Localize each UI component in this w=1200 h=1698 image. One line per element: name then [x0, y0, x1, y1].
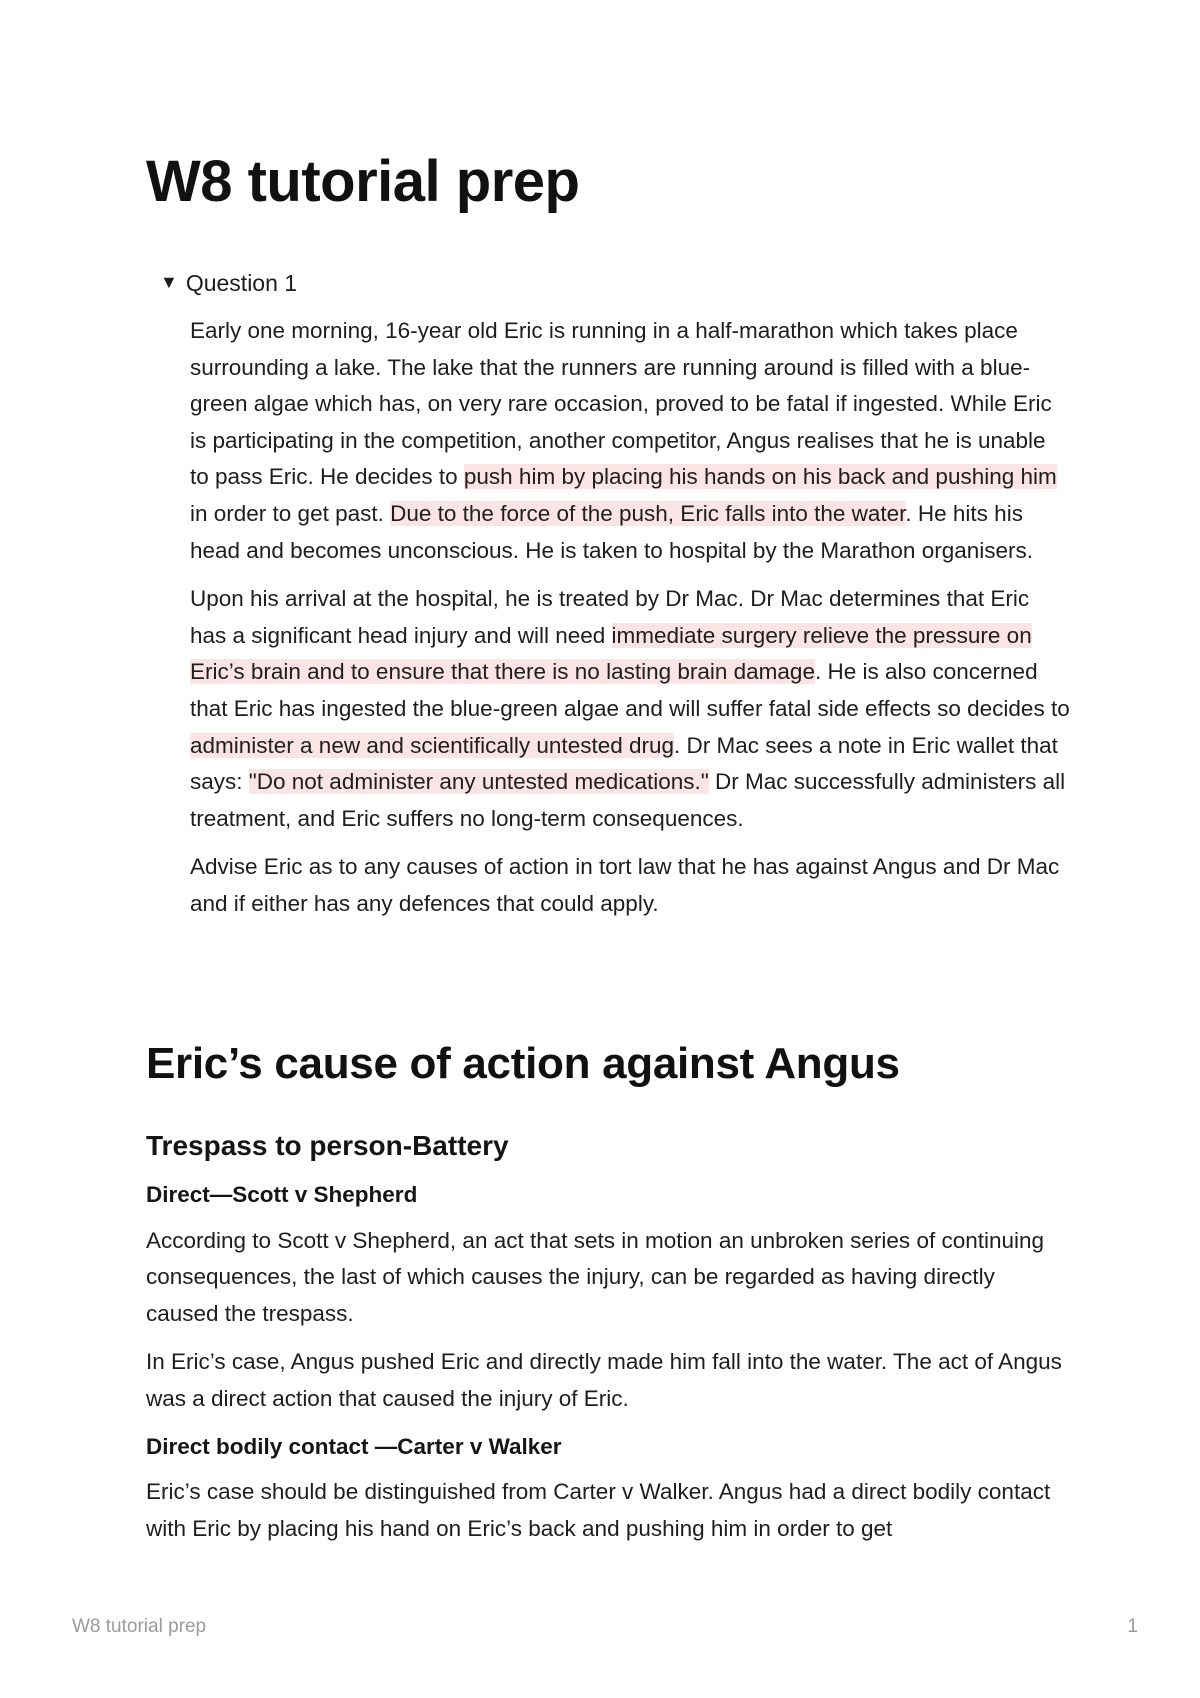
direct-paragraph-2: In Eric’s case, Angus pushed Eric and directly made him fall into the water. The act of Angus was a direct action that caused the injury of Eric. — [146, 1349, 1062, 1411]
toggle-label: Question 1 — [185, 270, 298, 296]
page-title: W8 tutorial prep — [146, 149, 580, 214]
question-paragraph-1: Early one morning, 16-year old Eric is running in a half-marathon which takes place surrounding a lake. The lake that the runners are running around is filled with a blue-green algae which has, on very rare occasion, proved to be fatal if ingested. While Eric is participating in the competition, another competitor, Angus realises that he is unable to pass Eric. He decides to push him by placing his hands on his back and pushing him in order to get past. Due to the force of the push, Eric falls into the water. He hits his head and becomes unconscious. He is taken to hospital by the Marathon organisers. — [190, 318, 1057, 563]
highlight: "Do not administer any untested medications." — [248, 769, 709, 795]
highlight: push him by placing his hands on his back and pushing him — [463, 464, 1057, 490]
footer-doc-title: W8 tutorial prep — [72, 1616, 207, 1637]
question-toggle[interactable] — [160, 266, 297, 300]
question-paragraph-3: Advise Eric as to any causes of action in tort law that he has against Angus and Dr Mac and if either has any defences that could apply. — [190, 854, 1060, 916]
highlight: immediate surgery relieve the pressure on Eric’s brain and to ensure that there is no lasting brain damage — [190, 622, 1032, 685]
direct-paragraph-1: According to Scott v Shepherd, an act that sets in motion an unbroken series of continuing consequences, the last of which causes the injury, can be regarded as having directly caused the trespass. — [146, 1227, 1045, 1326]
section-subheading: Trespass to person-Battery — [146, 1130, 509, 1161]
contact-heading: Direct bodily contact —Carter v Walker — [146, 1433, 562, 1459]
direct-heading: Direct—Scott v Shepherd — [146, 1182, 418, 1207]
question-paragraph-2: Upon his arrival at the hospital, he is treated by Dr Mac. Dr Mac determines that Eric has a significant head injury and will need immediate surgery relieve the pressure on Eric’s brain and to ensure that there is no lasting brain damage. He is also concerned that Eric has ingested the blue-green algae and will suffer fatal side effects so decides to administer a new and scientifically untested drug. Dr Mac sees a note in Eric wallet that says: "Do not administer any untested medications." Dr Mac successfully administers all treatment, and Eric suffers no long-term consequences. — [190, 586, 1070, 831]
footer-page-number: 1 — [1127, 1616, 1138, 1637]
section-heading: Eric’s cause of action against Angus — [146, 1039, 900, 1088]
highlight: Due to the force of the push, Eric falls into the water — [390, 500, 906, 526]
section-content — [146, 1177, 1066, 1547]
question-body — [190, 313, 1070, 935]
triangle-down-icon[interactable]: ▼ — [160, 272, 178, 292]
contact-paragraph-1: Eric’s case should be distinguished from Carter v Walker. Angus had a direct bodily contact with Eric by placing his hand on Eric’s back and pushing him in order to get — [146, 1479, 1051, 1541]
highlight: administer a new and scientifically untested drug — [190, 732, 675, 758]
